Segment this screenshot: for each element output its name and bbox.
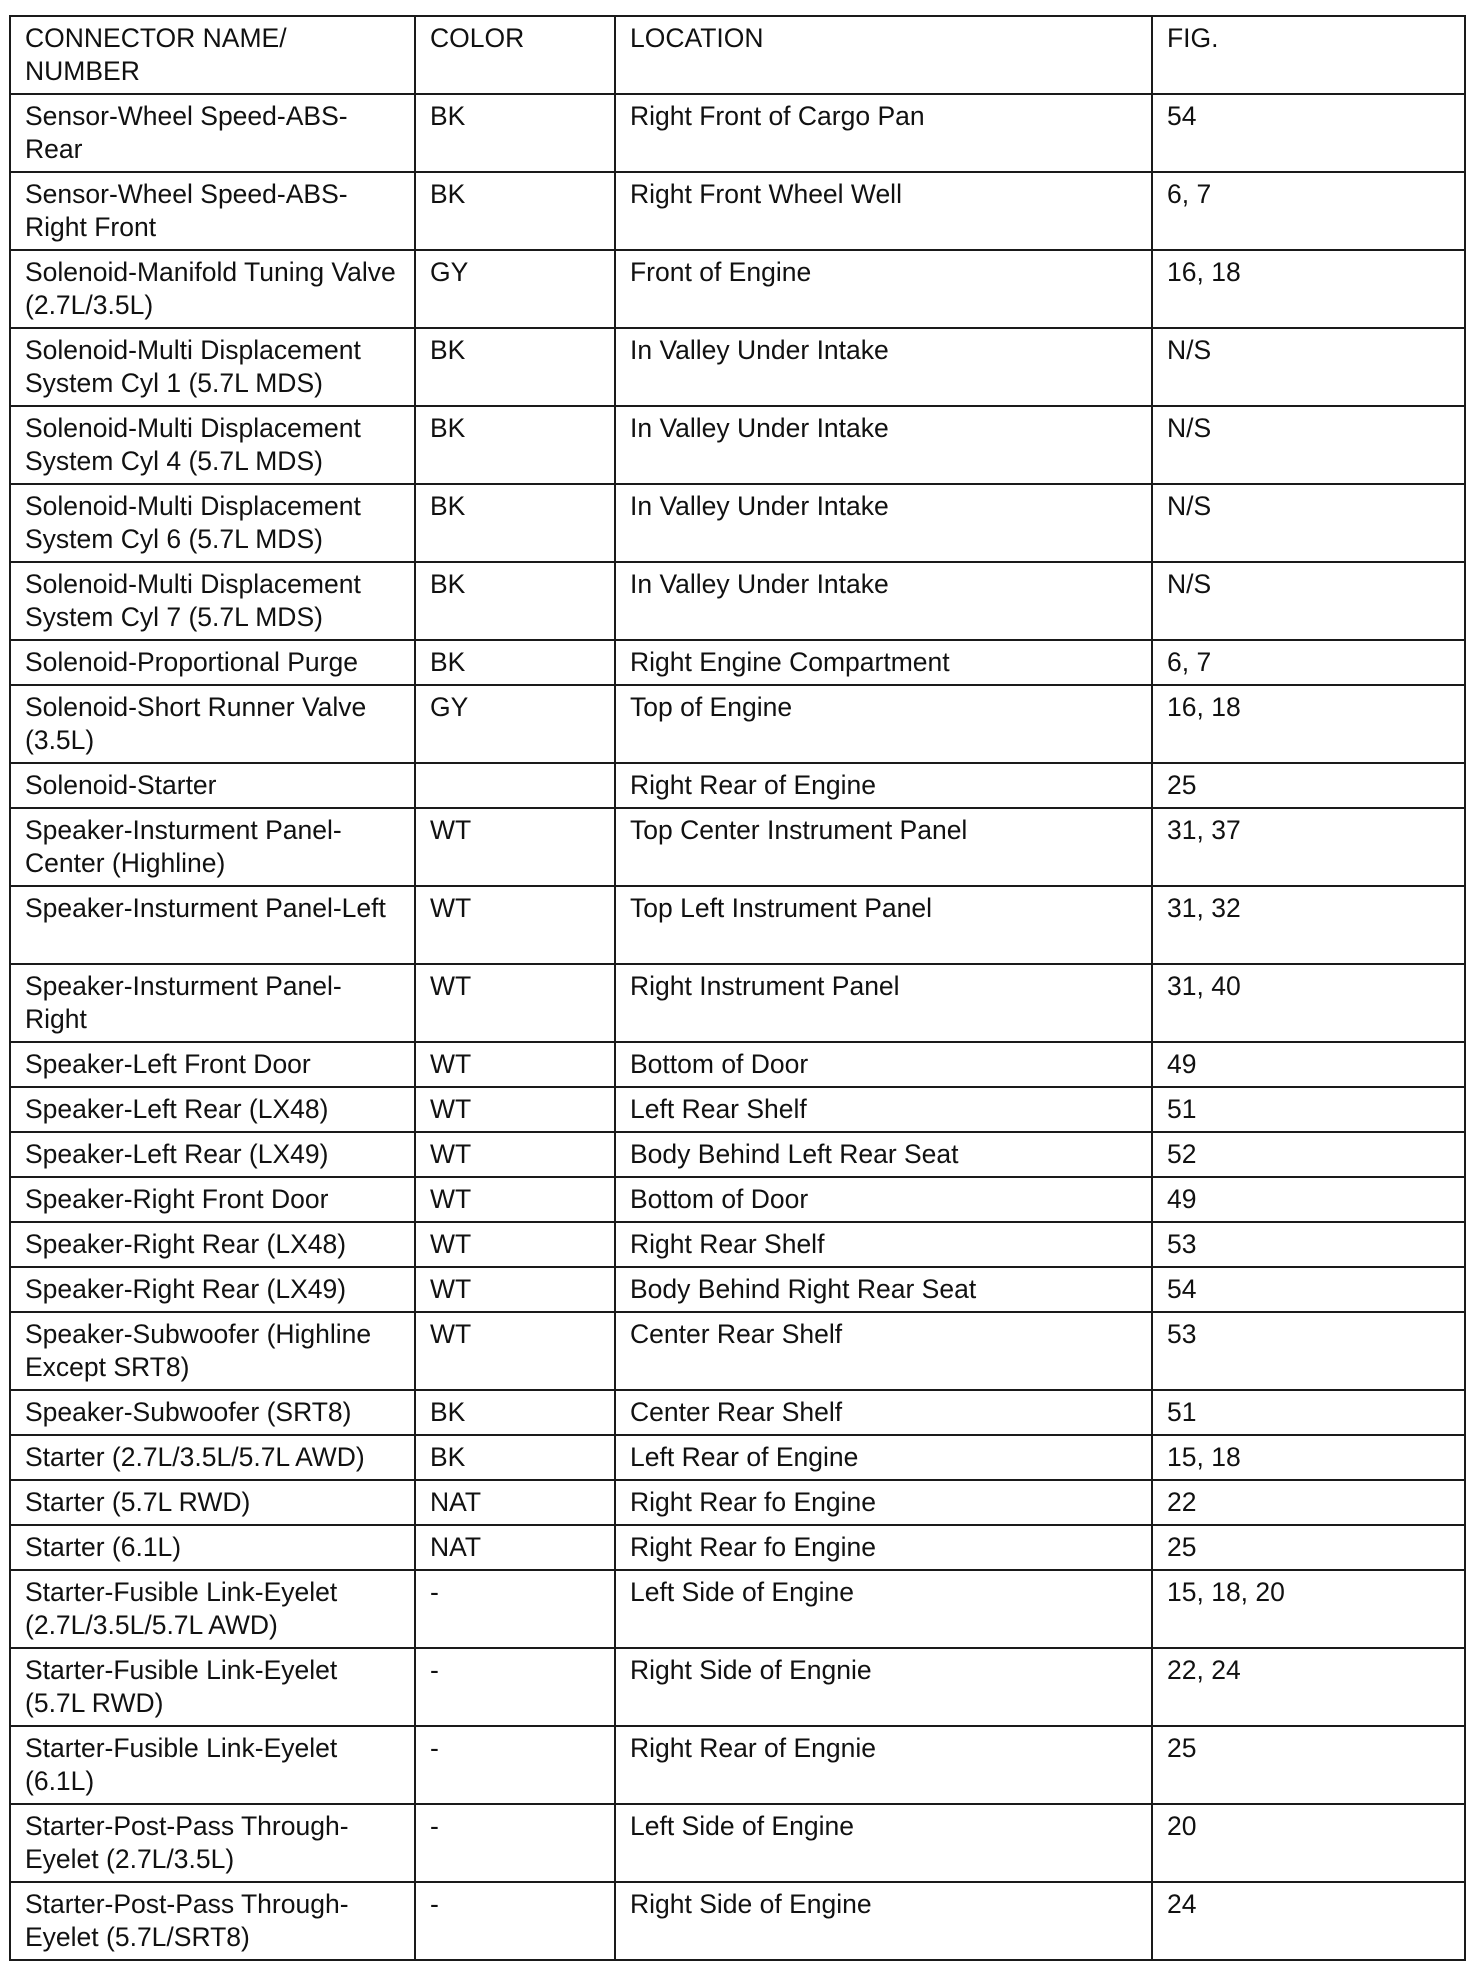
color-cell: - [415,1570,615,1648]
fig-cell: 16, 18 [1152,685,1465,763]
color-cell: BK [415,640,615,685]
connector-name-cell: Solenoid-Short Runner Valve (3.5L) [10,685,415,763]
table-row [10,328,1465,406]
connector-name-cell: Starter (6.1L) [10,1525,415,1570]
location-cell: In Valley Under Intake [615,562,1152,640]
fig-cell: 15, 18, 20 [1152,1570,1465,1648]
location-cell: Bottom of Door [615,1177,1152,1222]
header-color: COLOR [415,16,615,94]
fig-cell: 20 [1152,1804,1465,1882]
connector-name-cell: Speaker-Insturment Panel-Left [10,886,415,964]
color-cell: WT [415,808,615,886]
location-cell: Right Rear of Engine [615,763,1152,808]
fig-cell: 25 [1152,763,1465,808]
connector-name-cell: Speaker-Subwoofer (Highline Except SRT8) [10,1312,415,1390]
location-cell: Right Rear of Engnie [615,1726,1152,1804]
location-cell: Center Rear Shelf [615,1390,1152,1435]
fig-cell: 15, 18 [1152,1435,1465,1480]
connector-name-cell: Starter-Fusible Link-Eyelet (5.7L RWD) [10,1648,415,1726]
location-cell: Left Side of Engine [615,1570,1152,1648]
connector-name-cell: Speaker-Subwoofer (SRT8) [10,1390,415,1435]
location-cell: Right Front of Cargo Pan [615,94,1152,172]
table-row [10,250,1465,328]
location-cell: Right Engine Compartment [615,640,1152,685]
table-row [10,964,1465,1042]
color-cell: BK [415,562,615,640]
table-row [10,1087,1465,1132]
connector-name-cell: Solenoid-Multi Displacement System Cyl 6 (5.7L MDS) [10,484,415,562]
color-cell: BK [415,1435,615,1480]
color-cell: - [415,1648,615,1726]
fig-cell: 25 [1152,1525,1465,1570]
location-cell: Left Rear Shelf [615,1087,1152,1132]
fig-cell: 22, 24 [1152,1648,1465,1726]
fig-cell: N/S [1152,562,1465,640]
table-row [10,1267,1465,1312]
location-cell: Left Side of Engine [615,1804,1152,1882]
fig-cell: 6, 7 [1152,172,1465,250]
color-cell: BK [415,484,615,562]
table-row [10,1525,1465,1570]
fig-cell: 53 [1152,1222,1465,1267]
color-cell: WT [415,1087,615,1132]
connector-name-cell: Speaker-Left Rear (LX49) [10,1132,415,1177]
location-cell: Left Rear of Engine [615,1435,1152,1480]
table-row [10,484,1465,562]
location-cell: Right Rear Shelf [615,1222,1152,1267]
table-header [10,16,1465,94]
connector-name-cell: Speaker-Right Rear (LX48) [10,1222,415,1267]
fig-cell: N/S [1152,484,1465,562]
connector-name-cell: Starter-Post-Pass Through-Eyelet (5.7L/SRT8) [10,1882,415,1960]
color-cell: - [415,1726,615,1804]
fig-cell: 25 [1152,1726,1465,1804]
connector-name-cell: Speaker-Insturment Panel-Center (Highline) [10,808,415,886]
connector-name-cell: Speaker-Left Rear (LX48) [10,1087,415,1132]
fig-cell: 51 [1152,1390,1465,1435]
color-cell: WT [415,1222,615,1267]
location-cell: Right Rear fo Engine [615,1525,1152,1570]
location-cell: Right Front Wheel Well [615,172,1152,250]
color-cell: BK [415,406,615,484]
fig-cell: 31, 37 [1152,808,1465,886]
table-row [10,1132,1465,1177]
color-cell: WT [415,1312,615,1390]
table-row [10,1882,1465,1960]
fig-cell: 54 [1152,94,1465,172]
location-cell: Top of Engine [615,685,1152,763]
fig-cell: 31, 40 [1152,964,1465,1042]
fig-cell: 16, 18 [1152,250,1465,328]
connector-name-cell: Speaker-Right Rear (LX49) [10,1267,415,1312]
connector-name-cell: Starter (5.7L RWD) [10,1480,415,1525]
table-row [10,640,1465,685]
fig-cell: N/S [1152,328,1465,406]
color-cell: GY [415,685,615,763]
header-location: LOCATION [615,16,1152,94]
color-cell: - [415,1882,615,1960]
color-cell: WT [415,1177,615,1222]
table-row [10,94,1465,172]
color-cell: NAT [415,1525,615,1570]
table-row [10,172,1465,250]
location-cell: Right Rear fo Engine [615,1480,1152,1525]
color-cell: BK [415,1390,615,1435]
location-cell: In Valley Under Intake [615,406,1152,484]
connector-name-cell: Solenoid-Proportional Purge [10,640,415,685]
connector-name-cell: Starter-Fusible Link-Eyelet (6.1L) [10,1726,415,1804]
location-cell: In Valley Under Intake [615,328,1152,406]
connector-name-cell: Solenoid-Multi Displacement System Cyl 4 (5.7L MDS) [10,406,415,484]
table-row [10,1312,1465,1390]
table-row [10,1042,1465,1087]
color-cell: WT [415,1267,615,1312]
table-row [10,1435,1465,1480]
table-row [10,1177,1465,1222]
connector-name-cell: Starter-Post-Pass Through-Eyelet (2.7L/3.5L) [10,1804,415,1882]
location-cell: Bottom of Door [615,1042,1152,1087]
fig-cell: 51 [1152,1087,1465,1132]
fig-cell: 22 [1152,1480,1465,1525]
connector-name-cell: Solenoid-Multi Displacement System Cyl 7 (5.7L MDS) [10,562,415,640]
fig-cell: 6, 7 [1152,640,1465,685]
table-row [10,886,1465,964]
table-row [10,406,1465,484]
fig-cell: 52 [1152,1132,1465,1177]
connector-name-cell: Solenoid-Manifold Tuning Valve (2.7L/3.5L) [10,250,415,328]
color-cell: WT [415,1132,615,1177]
location-cell: Right Instrument Panel [615,964,1152,1042]
location-cell: Body Behind Right Rear Seat [615,1267,1152,1312]
color-cell [415,763,615,808]
connector-name-cell: Speaker-Insturment Panel-Right [10,964,415,1042]
connector-locations-table [9,15,1466,1961]
connector-name-cell: Sensor-Wheel Speed-ABS-Right Front [10,172,415,250]
fig-cell: 24 [1152,1882,1465,1960]
color-cell: BK [415,328,615,406]
location-cell: Front of Engine [615,250,1152,328]
color-cell: NAT [415,1480,615,1525]
connector-name-cell: Starter-Fusible Link-Eyelet (2.7L/3.5L/5.7L AWD) [10,1570,415,1648]
color-cell: WT [415,1042,615,1087]
location-cell: Right Side of Engnie [615,1648,1152,1726]
fig-cell: 53 [1152,1312,1465,1390]
table-body [10,94,1465,1960]
table-row [10,1726,1465,1804]
fig-cell: 54 [1152,1267,1465,1312]
connector-name-cell: Speaker-Left Front Door [10,1042,415,1087]
connector-name-cell: Starter (2.7L/3.5L/5.7L AWD) [10,1435,415,1480]
table-row [10,1480,1465,1525]
table-row [10,1570,1465,1648]
color-cell: - [415,1804,615,1882]
fig-cell: 49 [1152,1042,1465,1087]
color-cell: WT [415,886,615,964]
table-row [10,808,1465,886]
table-row [10,562,1465,640]
location-cell: Body Behind Left Rear Seat [615,1132,1152,1177]
connector-name-cell: Solenoid-Multi Displacement System Cyl 1 (5.7L MDS) [10,328,415,406]
location-cell: Top Left Instrument Panel [615,886,1152,964]
fig-cell: 49 [1152,1177,1465,1222]
table-row [10,1804,1465,1882]
location-cell: Center Rear Shelf [615,1312,1152,1390]
color-cell: GY [415,250,615,328]
table-row [10,763,1465,808]
table-row [10,685,1465,763]
table-row [10,1390,1465,1435]
table-row [10,1648,1465,1726]
location-cell: Right Side of Engine [615,1882,1152,1960]
header-row [10,16,1465,94]
header-fig: FIG. [1152,16,1465,94]
fig-cell: 31, 32 [1152,886,1465,964]
table-row [10,1222,1465,1267]
connector-name-cell: Solenoid-Starter [10,763,415,808]
color-cell: WT [415,964,615,1042]
connector-name-cell: Sensor-Wheel Speed-ABS-Rear [10,94,415,172]
fig-cell: N/S [1152,406,1465,484]
location-cell: Top Center Instrument Panel [615,808,1152,886]
connector-name-cell: Speaker-Right Front Door [10,1177,415,1222]
color-cell: BK [415,94,615,172]
color-cell: BK [415,172,615,250]
location-cell: In Valley Under Intake [615,484,1152,562]
header-connector-name: CONNECTOR NAME/ NUMBER [10,16,415,94]
